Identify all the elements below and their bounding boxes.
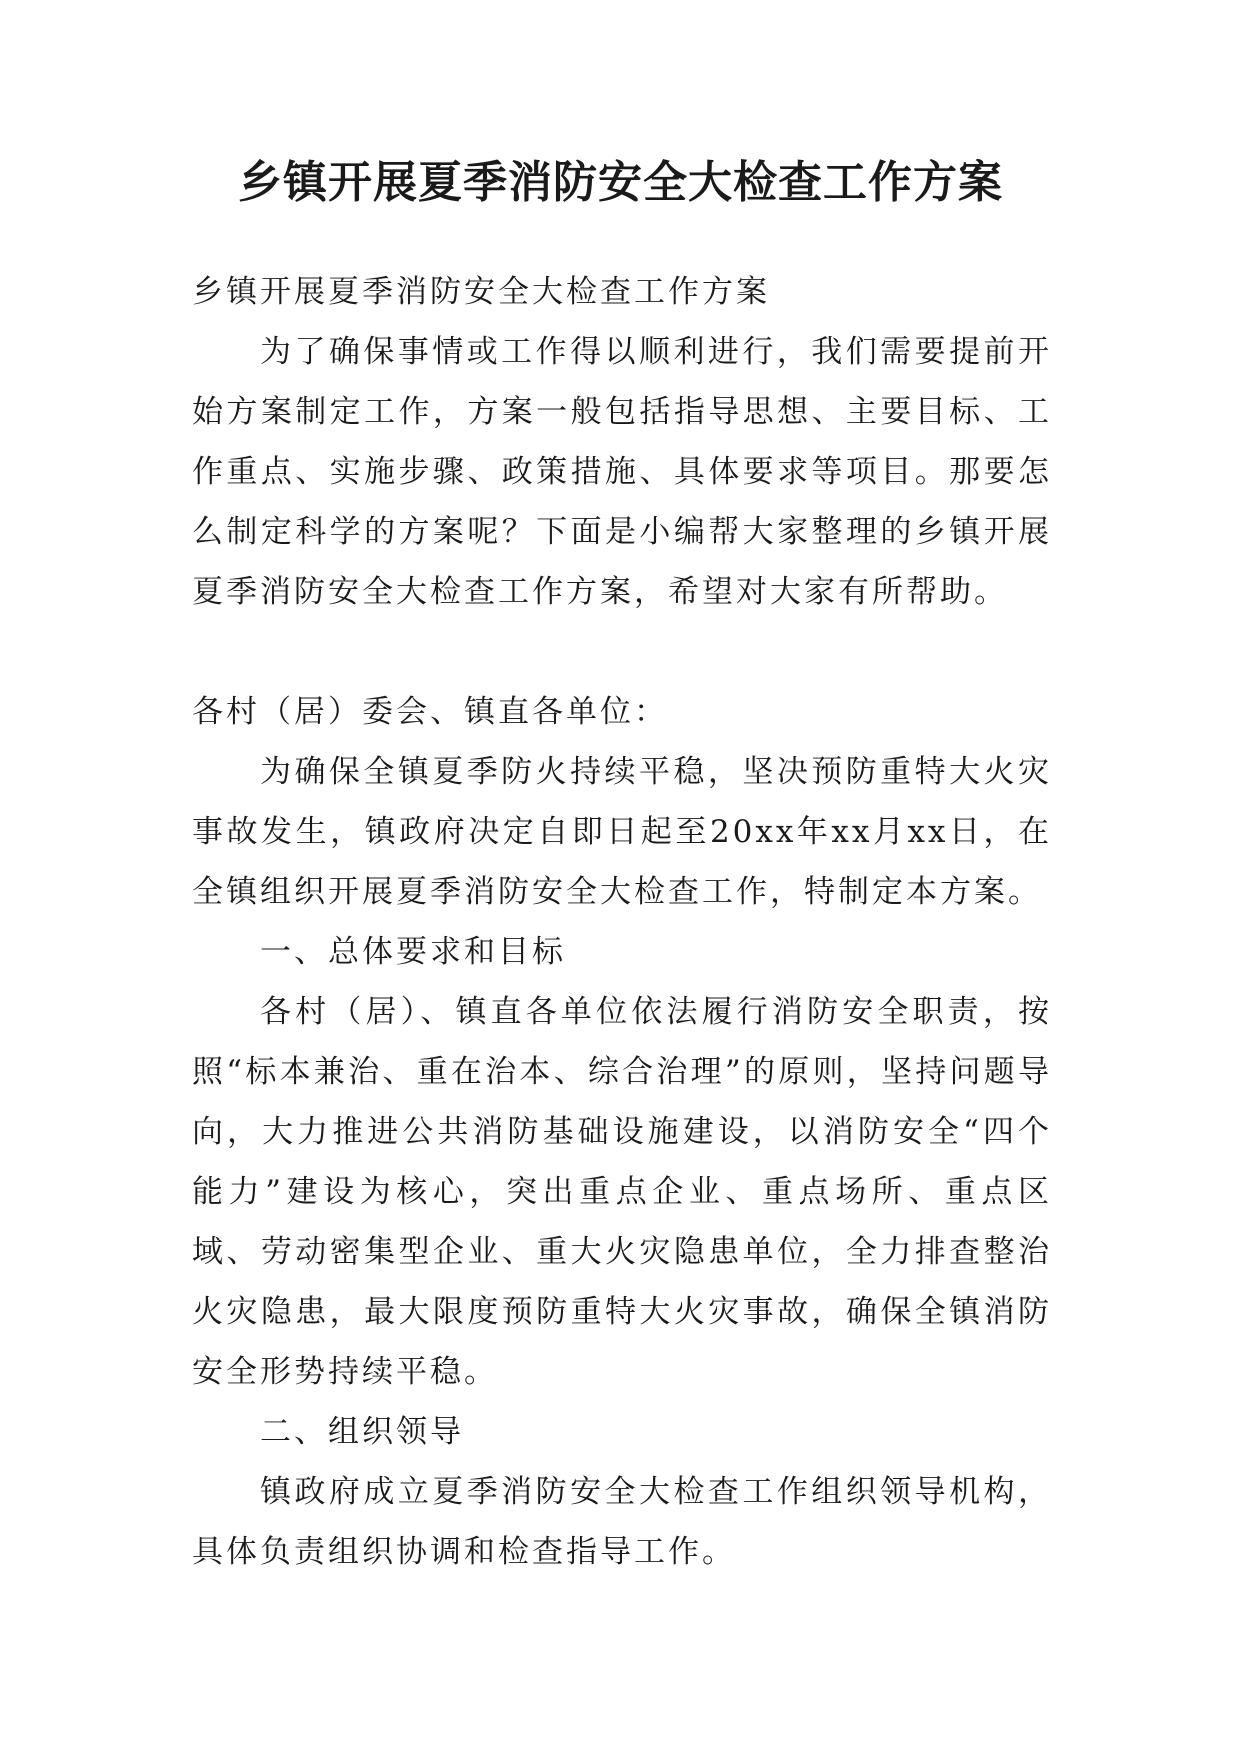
paragraph-gap — [192, 622, 1052, 682]
document-subtitle: 乡镇开展夏季消防安全大检查工作方案 — [192, 274, 770, 310]
section-body-1: 各村（居）、镇直各单位依法履行消防安全职责，按照“标本兼治、重在治本、综合治理”的原则，坚持问题导向，大力推进公共消防基础设施建设，以消防安全“四个能力”建设为核心，突出重点企业、重点场所、重点区域、劳动密集型企业、重大火灾隐患单位，全力排查整治火灾隐患，最大限度预防重特大火灾事故，确保全镇消防安全形势持续平稳。 — [192, 994, 1052, 1390]
document-title: 乡镇开展夏季消防安全大检查工作方案 — [238, 157, 1003, 208]
intro-paragraph: 为了确保事情或工作得以顺利进行，我们需要提前开始方案制定工作，方案一般包括指导思想、主要目标、工作重点、实施步骤、政策措施、具体要求等项目。那要怎么制定科学的方案呢？下面是小编帮大家整理的乡镇开展夏季消防安全大检查工作方案，希望对大家有所帮助。 — [192, 334, 1052, 610]
section-heading-1: 一、总体要求和目标 — [260, 934, 566, 970]
section-heading-2: 二、组织领导 — [260, 1414, 464, 1450]
opening-paragraph: 为确保全镇夏季防火持续平稳，坚决预防重特大火灾事故发生，镇政府决定自即日起至20xx年xx月xx日，在全镇组织开展夏季消防安全大检查工作，特制定本方案。 — [192, 754, 1052, 910]
section-body-2: 镇政府成立夏季消防安全大检查工作组织领导机构，具体负责组织协调和检查指导工作。 — [192, 1474, 1052, 1570]
document-body — [192, 262, 1052, 1582]
salutation: 各村（居）委会、镇直各单位： — [192, 694, 668, 730]
